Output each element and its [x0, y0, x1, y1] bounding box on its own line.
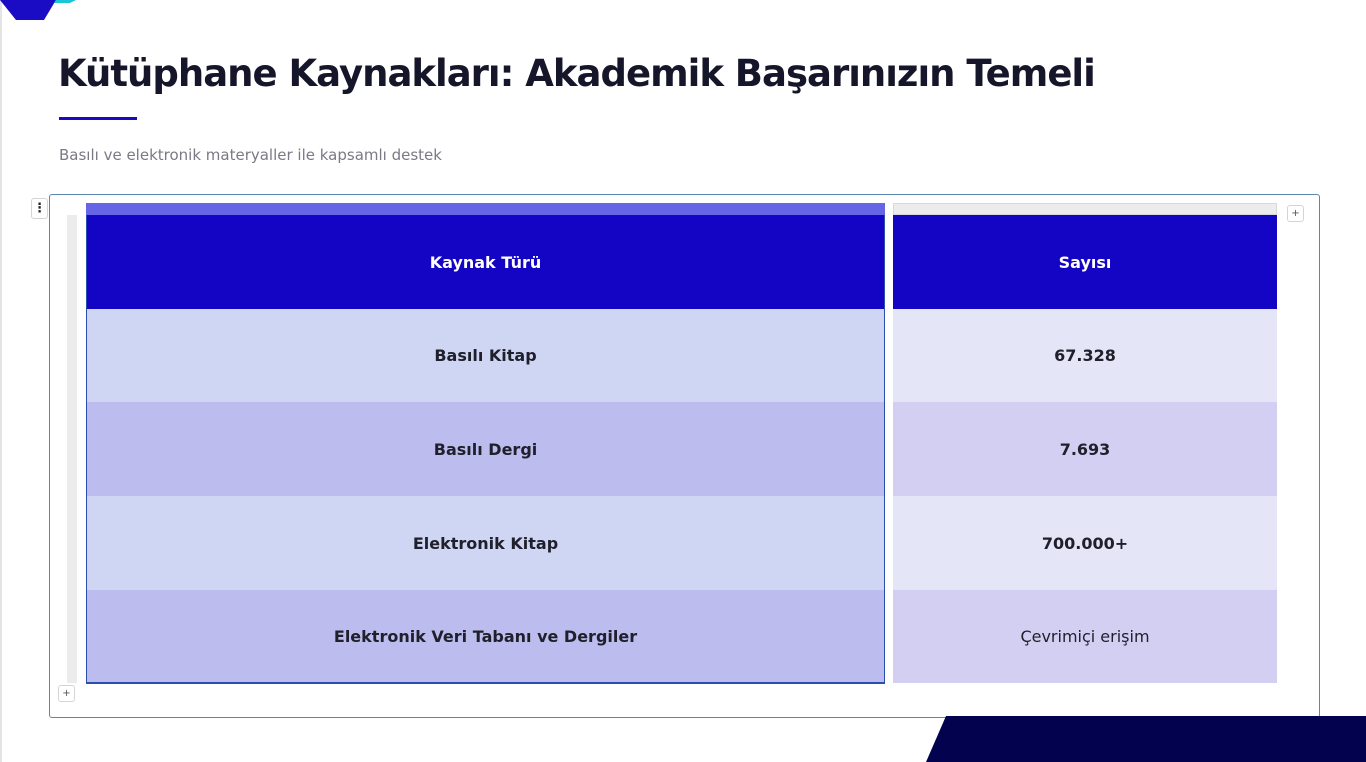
table-cell-type[interactable]: Elektronik Veri Tabanı ve Dergiler: [86, 590, 885, 684]
table-cell-count[interactable]: 67.328: [893, 309, 1277, 402]
add-row-button[interactable]: +: [58, 685, 75, 702]
slide-left-edge: [0, 0, 2, 762]
table-cell-count[interactable]: 700.000+: [893, 496, 1277, 590]
slide-subtitle: Basılı ve elektronik materyaller ile kapsamlı destek: [59, 146, 442, 164]
table-cell-count[interactable]: 7.693: [893, 402, 1277, 496]
corner-decoration: [0, 0, 80, 24]
column-selector-count[interactable]: [893, 203, 1277, 215]
table-cell-type[interactable]: Basılı Kitap: [86, 309, 885, 402]
bottom-right-decoration: [926, 716, 1366, 762]
table-cell-count[interactable]: Çevrimiçi erişim: [893, 590, 1277, 683]
column-selector-type[interactable]: [86, 203, 885, 215]
slide-title: Kütüphane Kaynakları: Akademik Başarınızın Temeli: [58, 52, 1095, 95]
row-selector-rail[interactable]: [67, 215, 77, 683]
table-cell-type[interactable]: Elektronik Kitap: [86, 496, 885, 590]
title-underline: [59, 117, 137, 120]
header-type[interactable]: Kaynak Türü: [86, 215, 885, 309]
table-cell-type[interactable]: Basılı Dergi: [86, 402, 885, 496]
table-menu-handle[interactable]: ⋮: [31, 198, 48, 219]
header-count[interactable]: Sayısı: [893, 215, 1277, 309]
add-column-button[interactable]: +: [1287, 205, 1304, 222]
